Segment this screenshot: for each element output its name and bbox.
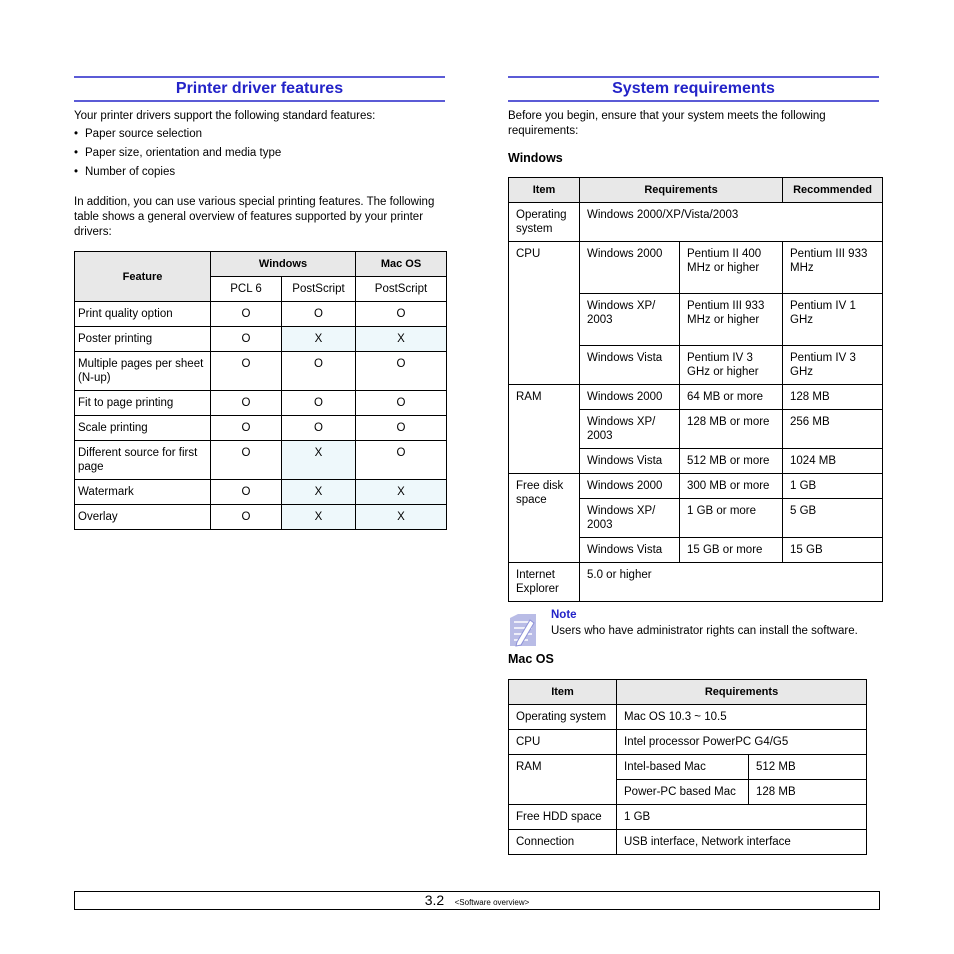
requirement-value: 1 GB <box>617 805 867 830</box>
support-cell: O <box>356 416 447 441</box>
support-cell: O <box>356 441 447 480</box>
requirement-value: Intel processor PowerPC G4/G5 <box>617 730 867 755</box>
table-row <box>509 705 867 730</box>
requirement-value: Pentium II 400 MHz or higher <box>680 242 783 294</box>
requirement-value: USB interface, Network interface <box>617 830 867 855</box>
feature-name: Print quality option <box>75 302 211 327</box>
note-title: Note <box>551 609 577 621</box>
recommended-value: 256 MB <box>783 410 883 449</box>
page-number: 3.2 <box>424 892 445 908</box>
header-postscript-mac: PostScript <box>356 277 447 302</box>
table-row <box>509 474 883 499</box>
footer-section: <Software overview> <box>454 898 530 907</box>
feature-name: Poster printing <box>75 327 211 352</box>
recommended-value: 1024 MB <box>783 449 883 474</box>
printer-driver-features-title: Printer driver features <box>74 76 445 102</box>
table-row <box>75 302 447 327</box>
feature-name: Different source for first page <box>75 441 211 480</box>
feature-table <box>74 251 447 530</box>
os-version: Windows 2000 <box>580 474 680 499</box>
item-label: RAM <box>509 385 580 474</box>
header-requirements: Requirements <box>617 680 867 705</box>
support-cell: O <box>211 416 282 441</box>
recommended-value: 15 GB <box>783 538 883 563</box>
table-row <box>509 805 867 830</box>
note-text: Users who have administrator rights can install the software. <box>551 625 858 637</box>
support-cell: X <box>282 441 356 480</box>
support-cell: O <box>211 327 282 352</box>
header-recommended: Recommended <box>783 178 883 203</box>
requirement-value: Windows 2000/XP/Vista/2003 <box>580 203 883 242</box>
requirement-value: 5.0 or higher <box>580 563 883 602</box>
table-row <box>509 830 867 855</box>
page-footer <box>74 891 880 910</box>
requirement-value: 15 GB or more <box>680 538 783 563</box>
windows-requirements-table <box>508 177 883 602</box>
recommended-value: 5 GB <box>783 499 883 538</box>
item-label: Connection <box>509 830 617 855</box>
item-label: Internet Explorer <box>509 563 580 602</box>
support-cell: O <box>211 302 282 327</box>
mac-type: Intel-based Mac <box>617 755 749 780</box>
recommended-value: Pentium III 933 MHz <box>783 242 883 294</box>
os-version: Windows XP/ 2003 <box>580 499 680 538</box>
requirement-value: 64 MB or more <box>680 385 783 410</box>
requirement-value: 128 MB or more <box>680 410 783 449</box>
header-macos: Mac OS <box>356 252 447 277</box>
support-cell: O <box>211 480 282 505</box>
feature-name: Overlay <box>75 505 211 530</box>
header-postscript: PostScript <box>282 277 356 302</box>
system-requirements-title: System requirements <box>508 76 879 102</box>
pencil-note-icon <box>508 612 538 648</box>
recommended-value: 128 MB <box>783 385 883 410</box>
header-item: Item <box>509 680 617 705</box>
support-cell: O <box>211 505 282 530</box>
requirement-value: Mac OS 10.3 ~ 10.5 <box>617 705 867 730</box>
table-row <box>509 563 883 602</box>
support-cell: O <box>282 352 356 391</box>
table-row <box>75 327 447 352</box>
requirement-value: 128 MB <box>749 780 867 805</box>
os-version: Windows Vista <box>580 449 680 474</box>
support-cell: X <box>356 327 447 352</box>
table-row <box>75 391 447 416</box>
table-row <box>75 441 447 480</box>
requirement-value: 300 MB or more <box>680 474 783 499</box>
requirements-intro: Before you begin, ensure that your system meets the following requirements: <box>508 110 826 137</box>
os-version: Windows 2000 <box>580 242 680 294</box>
mac-type: Power-PC based Mac <box>617 780 749 805</box>
requirement-value: 512 MB or more <box>680 449 783 474</box>
item-label: RAM <box>509 755 617 805</box>
table-row <box>75 416 447 441</box>
os-version: Windows XP/ 2003 <box>580 410 680 449</box>
os-version: Windows Vista <box>580 538 680 563</box>
recommended-value: 1 GB <box>783 474 883 499</box>
item-label: Operating system <box>509 705 617 730</box>
table-row <box>509 730 867 755</box>
feature-name: Scale printing <box>75 416 211 441</box>
support-cell: O <box>282 416 356 441</box>
requirement-value: 512 MB <box>749 755 867 780</box>
recommended-value: Pentium IV 1 GHz <box>783 294 883 346</box>
table-row <box>75 480 447 505</box>
header-feature: Feature <box>75 252 211 302</box>
features-addition: In addition, you can use various special printing features. The following table shows a general overview of features supported by your printer drivers: <box>74 196 435 238</box>
support-cell: X <box>282 480 356 505</box>
support-cell: O <box>211 352 282 391</box>
table-row <box>509 385 883 410</box>
os-version: Windows XP/ 2003 <box>580 294 680 346</box>
feature-name: Fit to page printing <box>75 391 211 416</box>
support-cell: X <box>282 327 356 352</box>
header-pcl6: PCL 6 <box>211 277 282 302</box>
header-windows: Windows <box>211 252 356 277</box>
table-row <box>509 755 867 780</box>
requirement-value: Pentium III 933 MHz or higher <box>680 294 783 346</box>
macos-requirements-table <box>508 679 867 855</box>
support-cell: O <box>356 352 447 391</box>
table-row <box>509 242 883 294</box>
os-version: Windows 2000 <box>580 385 680 410</box>
header-requirements: Requirements <box>580 178 783 203</box>
header-item: Item <box>509 178 580 203</box>
item-label: Free HDD space <box>509 805 617 830</box>
os-version: Windows Vista <box>580 346 680 385</box>
support-cell: O <box>282 302 356 327</box>
support-cell: O <box>356 302 447 327</box>
table-row <box>509 203 883 242</box>
requirement-value: 1 GB or more <box>680 499 783 538</box>
requirement-value: Pentium IV 3 GHz or higher <box>680 346 783 385</box>
recommended-value: Pentium IV 3 GHz <box>783 346 883 385</box>
table-row <box>75 352 447 391</box>
feature-name: Watermark <box>75 480 211 505</box>
features-intro: Your printer drivers support the following standard features: <box>74 110 376 122</box>
support-cell: O <box>282 391 356 416</box>
support-cell: O <box>211 441 282 480</box>
item-label: CPU <box>509 242 580 385</box>
macos-heading: Mac OS <box>508 652 554 666</box>
item-label: CPU <box>509 730 617 755</box>
support-cell: X <box>356 505 447 530</box>
support-cell: O <box>211 391 282 416</box>
support-cell: X <box>282 505 356 530</box>
feature-name: Multiple pages per sheet (N-up) <box>75 352 211 391</box>
support-cell: X <box>356 480 447 505</box>
table-row <box>75 505 447 530</box>
windows-heading: Windows <box>508 151 563 165</box>
item-label: Free disk space <box>509 474 580 563</box>
support-cell: O <box>356 391 447 416</box>
item-label: Operating system <box>509 203 580 242</box>
